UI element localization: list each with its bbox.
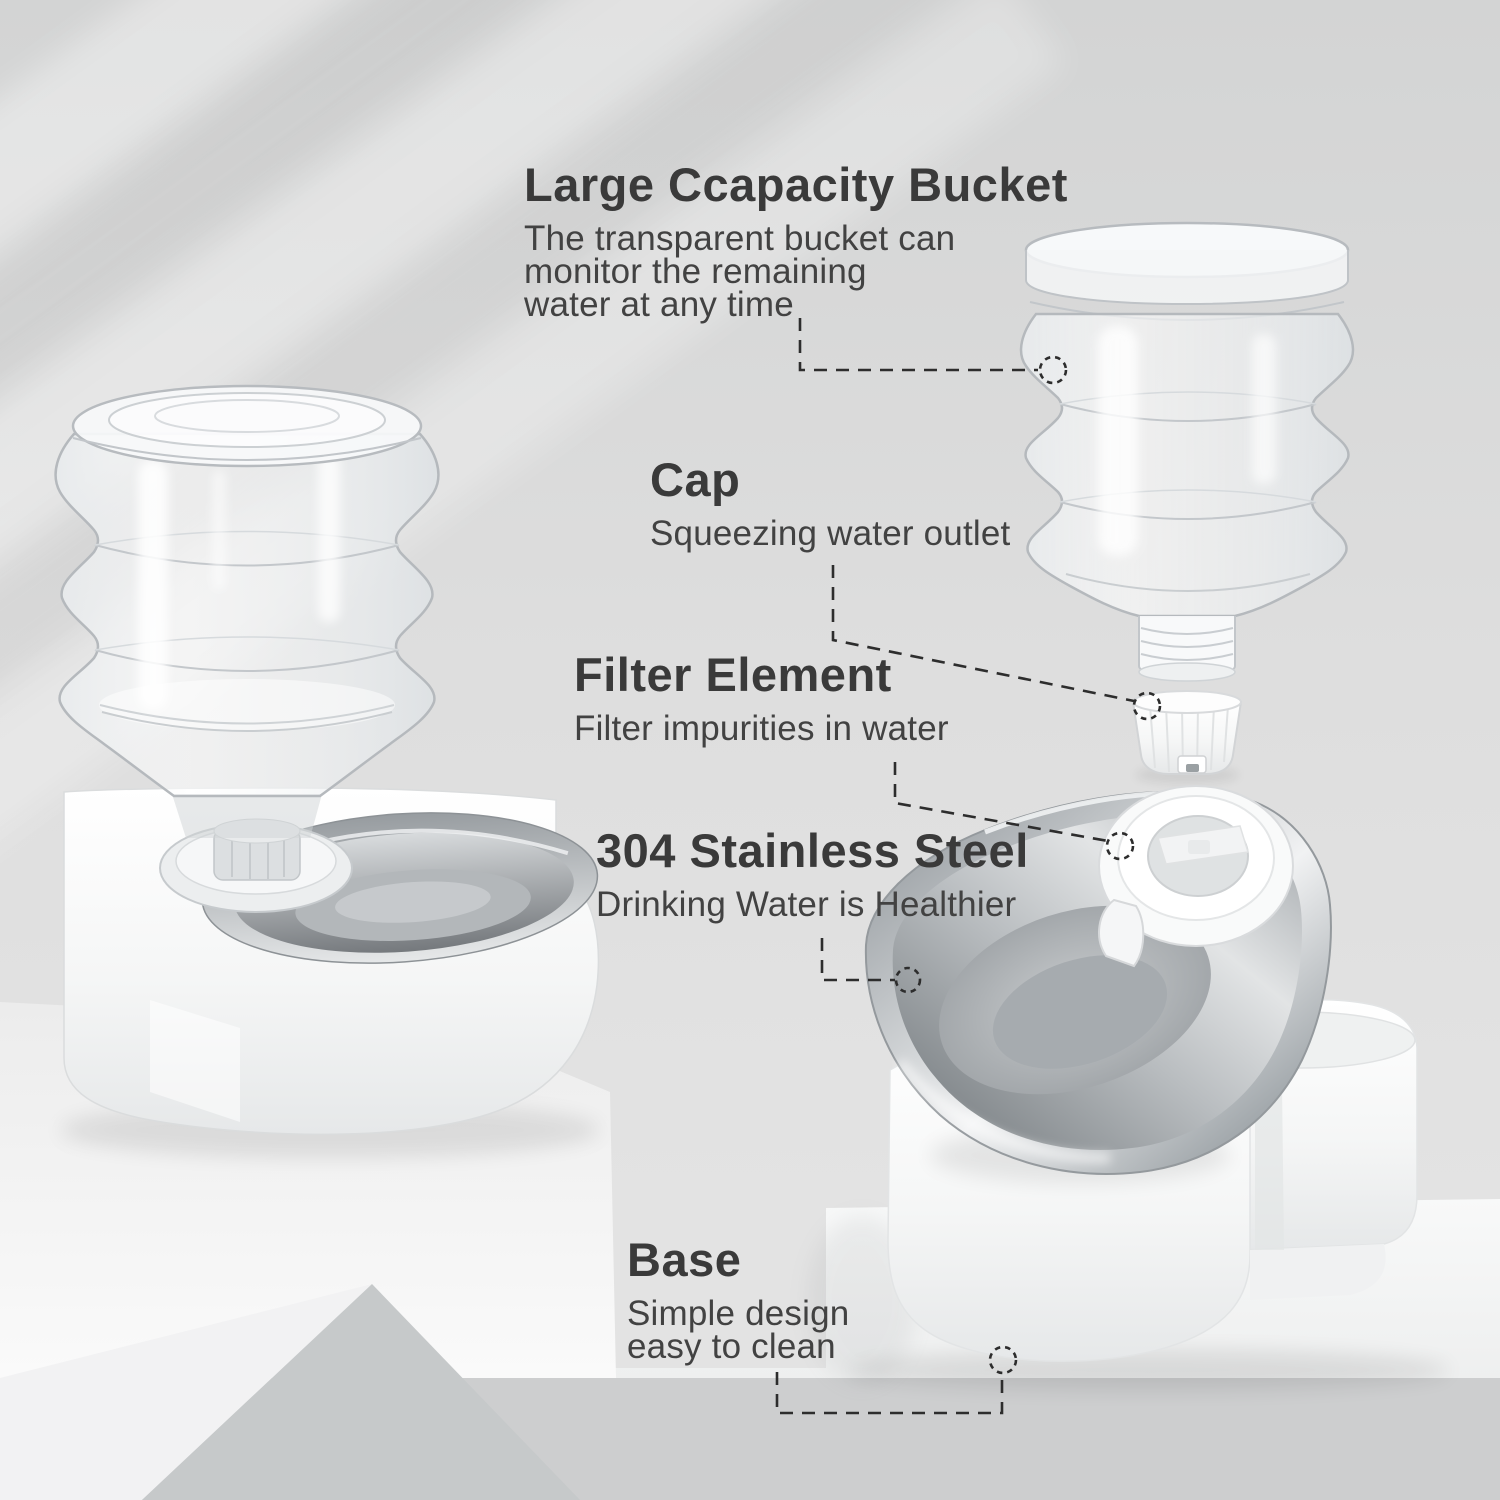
annotation-bucket bbox=[524, 158, 1068, 325]
annotation-filter bbox=[574, 648, 949, 749]
annotation-base bbox=[627, 1233, 850, 1367]
annotation-steel bbox=[596, 824, 1029, 925]
annotation-desc-steel: Drinking Water is Healthier bbox=[596, 885, 1017, 925]
annotation-title-filter: Filter Element bbox=[574, 648, 892, 701]
annotation-title-cap: Cap bbox=[650, 453, 741, 506]
annotation-title-bucket: Large Ccapacity Bucket bbox=[524, 158, 1068, 211]
annotation-desc-cap: Squeezing water outlet bbox=[650, 514, 1011, 554]
annotation-title-base: Base bbox=[627, 1233, 742, 1286]
annotation-desc-base: Simple design easy to clean bbox=[627, 1294, 850, 1367]
annotation-desc-filter: Filter impurities in water bbox=[574, 709, 949, 749]
filter-cap-illustration bbox=[1133, 691, 1241, 784]
annotation-title-steel: 304 Stainless Steel bbox=[596, 824, 1029, 877]
bucket-neck bbox=[1139, 616, 1235, 681]
annotation-cap bbox=[650, 453, 1011, 554]
annotation-desc-bucket: The transparent bucket can monitor the remaining water at any time bbox=[524, 219, 956, 325]
